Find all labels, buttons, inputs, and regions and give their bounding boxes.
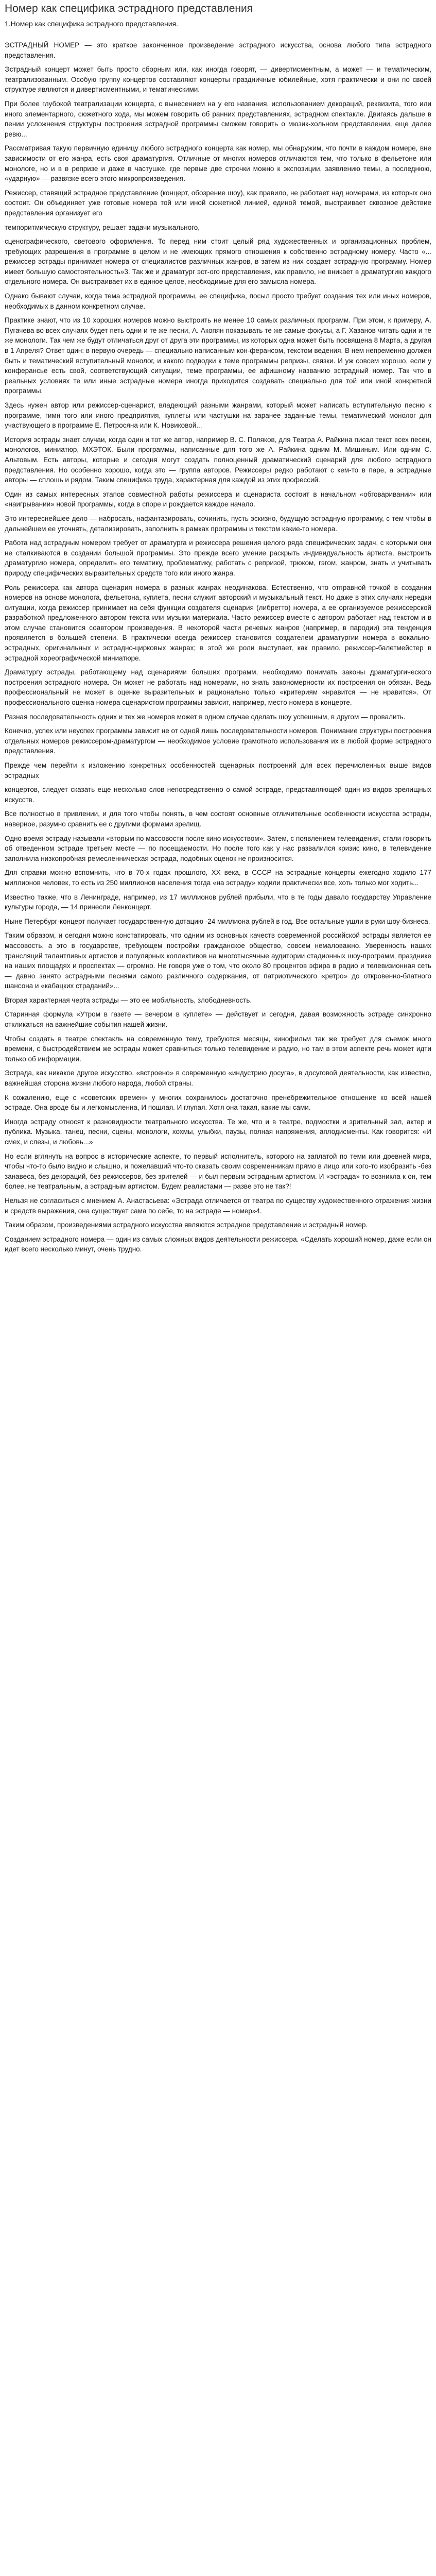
body-paragraph: Практике знают, что из 10 хороших номеров можно выстроить не менее 10 самых различных программ. При этом, к примеру, А. Пугачева во всех случаях будет петь одни и те же песни, А. Акопян показывать те же самые фокусы, а Г. Хазанов читать одни и те же монологи. Так чем же будут отличаться друг от друга эти программы, из которых одна может быть посвящена 8 Марта, а другая в 1 Апреля? Ответ один: в первую очередь — специально написанным кон-ферансом, текстом ведения. В нем непременно должен быть и тематический вступительный монолог, и какого подводки к теме программы репризы, связки. И уж совсем хорошо, если у конферансье есть свой, соответствующий ситуации, теме программы, ее афишному названию эстрадный номер. Так что в реальных условиях те или иные эстрадные номера иногда приходится создавать специально для той или иной конкретной программы. (5, 316, 431, 395)
body-paragraph: Вторая характерная черта эстрады — это ее мобильность, злободневность. (5, 996, 252, 1004)
body-paragraph: История эстрады знает случаи, когда один и тот же автор, например В. С. Поляков, для Театра А. Райкина писал текст всех песен, монологов, миниатюр, МХЭТОК. Были программы, написанные для того же А. Райкина одним М. Мишиным. Или одним С. Альтовым. Есть авторы, которые и сегодня могут создать полноценный драматический сценарий для любого эстрадного представления. Но особенно хорошо, когда это — группа авторов. Режиссеры редко работают с кем-то в паре, а эстрадные авторы — сплошь и рядом. Таким специфика труда, характерная для каждой из этих профессий. (5, 435, 431, 484)
body-paragraph: При более глубокой театрализации концерта, с вынесением на у его названия, использованием декораций, реквизита, того или иного элементарного, сюжетного хода, мы можем говорить об ранних представлениях, эстрадном спектакле. Двигаясь дальше в пении усложнения структуры построения эстрадной программы сможем говорить о мюзик-хольном представлении, еще далее ревю... (5, 99, 431, 138)
body-paragraph: Режиссер, ставящий эстрадное представление (концерт, обозрение шоу), как правило, не работает над номерами, из которых оно состоит. Он объединяет уже готовые номера той или иной сюжетной линией, единой темой, выстраивает сквозное действие представления организует его (5, 189, 431, 217)
body-paragraph: Прежде чем перейти к изложению конкретных особенностей сценарных построений для всех перечисленных выше видов эстрадных (5, 761, 431, 779)
body-paragraph: сценографического, светового оформления. То перед ним стоит целый ряд художественных и организационных проблем, требующих разрешения в программе в целом и не имеющих прямого отношения к собственно эстрадному номеру. Часто «... режиссер эстрады принимает номера от специалистов различных жанров, в затем из них создает эстрадную программу. Номер имеет большую самостоятельность»3. Так же и драматург эст-ого представления, как правило, не вникает в драматургию каждого отдельного номера. Он выстраивает их в единое целое, необходимые для его замысла номера. (5, 238, 431, 286)
body-paragraph: ЭСТРАДНЫЙ НОМЕР — это краткое законченное произведение эстрадного искусства, основа любого типа эстрадного представления. (5, 41, 431, 59)
body-paragraph: Одно время эстраду называли «вторым по массовости после кино искусством». Затем, с появлением телевидения, стали говорить об отведенном эстраде третьем месте — по посещаемости. Но после того как у нас развалился кризис кино, в телевидение заполнила низкопробная ремесленническая эстрада, подобных оценок не произносится. (5, 834, 431, 862)
body-paragraph: Созданием эстрадного номера — один из самых сложных видов деятельности режиссера. «Сделать хороший номер, даже если он идет всего несколько минут, очень трудно. (5, 1235, 431, 1253)
body-paragraph: Чтобы создать в театре спектакль на современную тему, требуются месяцы, кинофильм так же требует для съемок много времени, с быстродействием же эстрады может сравниться только телевидение и радио, но там в этом аспекте речь может идти только об информации. (5, 1035, 431, 1063)
body-paragraph: Конечно, успех или неуспех программы зависит не от одной лишь последовательности номеров. Понимание структуры построения отдельных номеров режиссером-драматургом — необходимое условие грамотного использования их в любой форме эстрадного представления. (5, 727, 431, 755)
section-subtitle: 1.Номер как специфика эстрадного представления. (5, 20, 178, 28)
body-paragraph: Ныне Петербург-концерт получает государственную дотацию -24 миллиона рублей в год. Все остальные ушли в руки шоу-бизнеса. (5, 917, 430, 925)
body-paragraph: Это интереснейшее дело — набросать, нафантазировать, сочинить, пусть эскизно, будущую эстрадную программу, с тем чтобы в дальнейшем ее уточнять, детализировать, заполнить в рамках программы и текстом какие-то номера. (5, 514, 431, 533)
body-paragraph: Один из самых интересных этапов совместной работы режиссера и сценариста состоит в начальном «обговаривании» или «наигрывании» новой программы, когда в споре и рождается каждое начало. (5, 490, 431, 509)
body-paragraph: Эстрада, как никакое другое искусство, «встроено» в современную «индустрию досуга», в досуговой деятельности, как известно, важнейшая сторона жизни любого народа, любой страны. (5, 1069, 431, 1088)
body-paragraph: Драматургу эстрады, работающему над сценариями больших программ, необходимо понимать законы драматургического построения эстрадного номера. Он может не работать над номерами, но знать закономерности их построения он обязан. Ведь профессиональный не может в оценке выразительных и рационально только «критериям «нравится — не нравится». От профессионального оценка номера сценаристом программы зависит, например, место номера в концерте. (5, 668, 431, 707)
body-paragraph: Иногда эстраду относят к разновидности театрального искусства. Те же, что и в театре, подмостки и зрительный зал, актер и публика. Музыка, танец, песни, сцены, монологи, хохмы, улыбки, паузы, полная напряжения, аплодисменты. Как говорится: «И смех, и слезы, и любовь...» (5, 1117, 431, 1146)
body-paragraph: Разная последовательность одних и тех же номеров может в одном случае сделать шоу успешным, в другом — провалить. (5, 713, 406, 721)
body-paragraph: Здесь нужен автор или режиссер-сценарист, владеющий разными жанрами, который может написать вступительную песню к программе, гимн того или иного предприятия, куплеты или частушки на заранее заданные темы, тематический монолог для участвующего в программе Е. Петросяна или К. Новиковой... (5, 401, 431, 430)
body-paragraph: концертов, следует сказать еще несколько слов непосредственно о самой эстраде, представляющей один из видов зрелищных искусств. (5, 786, 431, 804)
body-paragraph: Таким образом, произведениями эстрадного искусства являются эстрадное представление и эстрадный номер. (5, 1221, 368, 1229)
body-paragraph: Старинная формула «Утром в газете — вечером в куплете» — действует и сегодня, давая возможность эстраде синхронно откликаться на важнейшие события нашей жизни. (5, 1010, 431, 1029)
body-paragraph: Роль режиссера как автора сценария номера в разных жанрах неодинакова. Естественно, что отправной точкой в создании номеров на основе монолога, фельетона, куплета, песни служит авторский и музыкальный текст. Но даже в этих случаях нередки ситуации, когда режиссер принимает на себя функции создателя сценария (либретто) номера, а ее организуемое режиссерской разработкой предложенного автором текста или музыки материала. Часто режиссер вместе с автором работает над текстом и в этом случае становится соавтором произведения. В некоторой части речевых жанров (например, в пародии) эта тенденция проявляется в большей степени. В практически всегда режиссер становится создателем драматургии номера в вокально-эстрадных, оригинальных и эстрадно-цирковых жанрах; в этой же роли выступает, как правило, режиссер-балетмейстер в эстрадной хореографической миниатюре. (5, 583, 431, 662)
page-title: Номер как специфика эстрадного представления (5, 3, 253, 14)
body-paragraph: Но если вглянуть на вопрос в исторические аспекте, то первый исполнитель, которого на заплатой по теми или древней мира, чтобы что-то было видно и слышно, и пожелавший что-то сказать своим современникам прямо в лицо или кого-то изобразить -без занавеса, без декораций, без режиссеров, без зрителей — и был первым эстрадным артистом. И «эстрада» то возникла к он, тем более, не театральным, а эстрадным артистом. Будем реалистами — разве это не так?! (5, 1152, 431, 1191)
body-paragraph: Известно также, что в Ленинграде, например, из 17 миллионов рублей прибыли, что в те годы давало государству Управление культуры города, — 14 принесли Ленконцерт. (5, 893, 431, 911)
body-paragraph: темпоритмическую структуру, решает задачи музыкального, (5, 223, 200, 231)
body-paragraph: Все полностью в привлении, и для того чтобы понять, в чем состоят основные отличительные особенности искусства эстрады, наверное, разумно сравнить ее с другими формами зрелищ. (5, 810, 431, 828)
body-paragraph: Рассматривая такую первичную единицу любого эстрадного концерта как номер, мы обнаружим, что почти в каждом номере, вне зависимости от его жанра, есть своя драматургия. Отличные от многих номеров отличаются тем, что только в фельетоне или монологе, но и в в репризе и даже в частушке, где первые две строчки можно к экспозиции, заявлению темы, а последнюю, «ударную» — развязке всего этого микропроизведения. (5, 144, 431, 183)
body-paragraph: Таким образом, и сегодня можно констатировать, что одним из основных качеств современной российской эстрады является ее массовость, а это в государстве, требующем постройки гражданское общество, совсем немаловажно. Уверенность наших трансляций талантливых артистов и популярных коллективов на многотысячные аудитории стадионных шоу-программ, празднике на наших площадях и проспектах — огромно. Не говоря уже о том, что около 80 процентов эфира в радио и телевизионная сеть — давно занято эстрадными песнями самого различного содержания, от патриотического «ретро» до откровенно-блатного шансона и «кабацких страданий»... (5, 931, 431, 990)
body-paragraph: Эстрадный концерт может быть просто сборным или, как иногда говорят, — дивертисментным, а может — и тематическим, театрализованным. Особую группу концертов составляют концерты праздничные юбилейные, хотя практически и они по своей структуре являются и дивертисментными, и тематическими. (5, 65, 431, 94)
body-paragraph: Нельзя не согласиться с мнением А. Анастасьева: «Эстрада отличается от театра по существу художественного отражения жизни и средств выражения, она существует сама по себе, то на эстраде — номер»4. (5, 1196, 431, 1215)
body-paragraph: Однако бывают случаи, когда тема эстрадной программы, ее специфика, посыл просто требует создания тех или иных номеров, необходимых в данном конкретном случае. (5, 292, 431, 310)
body-paragraph: К сожалению, еще с «советских времен» у многих сохранилось достаточно пренебрежительное отношение ко всей нашей эстраде. Она вроде бы и легкомысленна, И пошлая. И глупая. Хотя она такая, какие мы сами. (5, 1093, 431, 1112)
document-body (5, 40, 431, 1255)
body-paragraph: Работа над эстрадным номером требует от драматурга и режиссера решения целого ряда специфических задач, с которыми они не сталкиваются в создании большой программы. Это прежде всего умение раскрыть индивидуальность артиста, выстроить драматургию номера, определить его тематику, проблематику, работать с репризой, трюком, гэгом, жанром, знать и учитывать природу специфических выразительных средств того или иного жанра. (5, 539, 431, 577)
document-page (0, 2, 436, 1255)
body-paragraph: Для справки можно вспомнить, что в 70-х годах прошлого, XX века, в СССР на эстрадные концерты ежегодно ходило 177 миллионов человек, то есть из 250 миллионов населения тогда «на эстраду» ходили практически все, хоть только мог ходить... (5, 869, 431, 887)
